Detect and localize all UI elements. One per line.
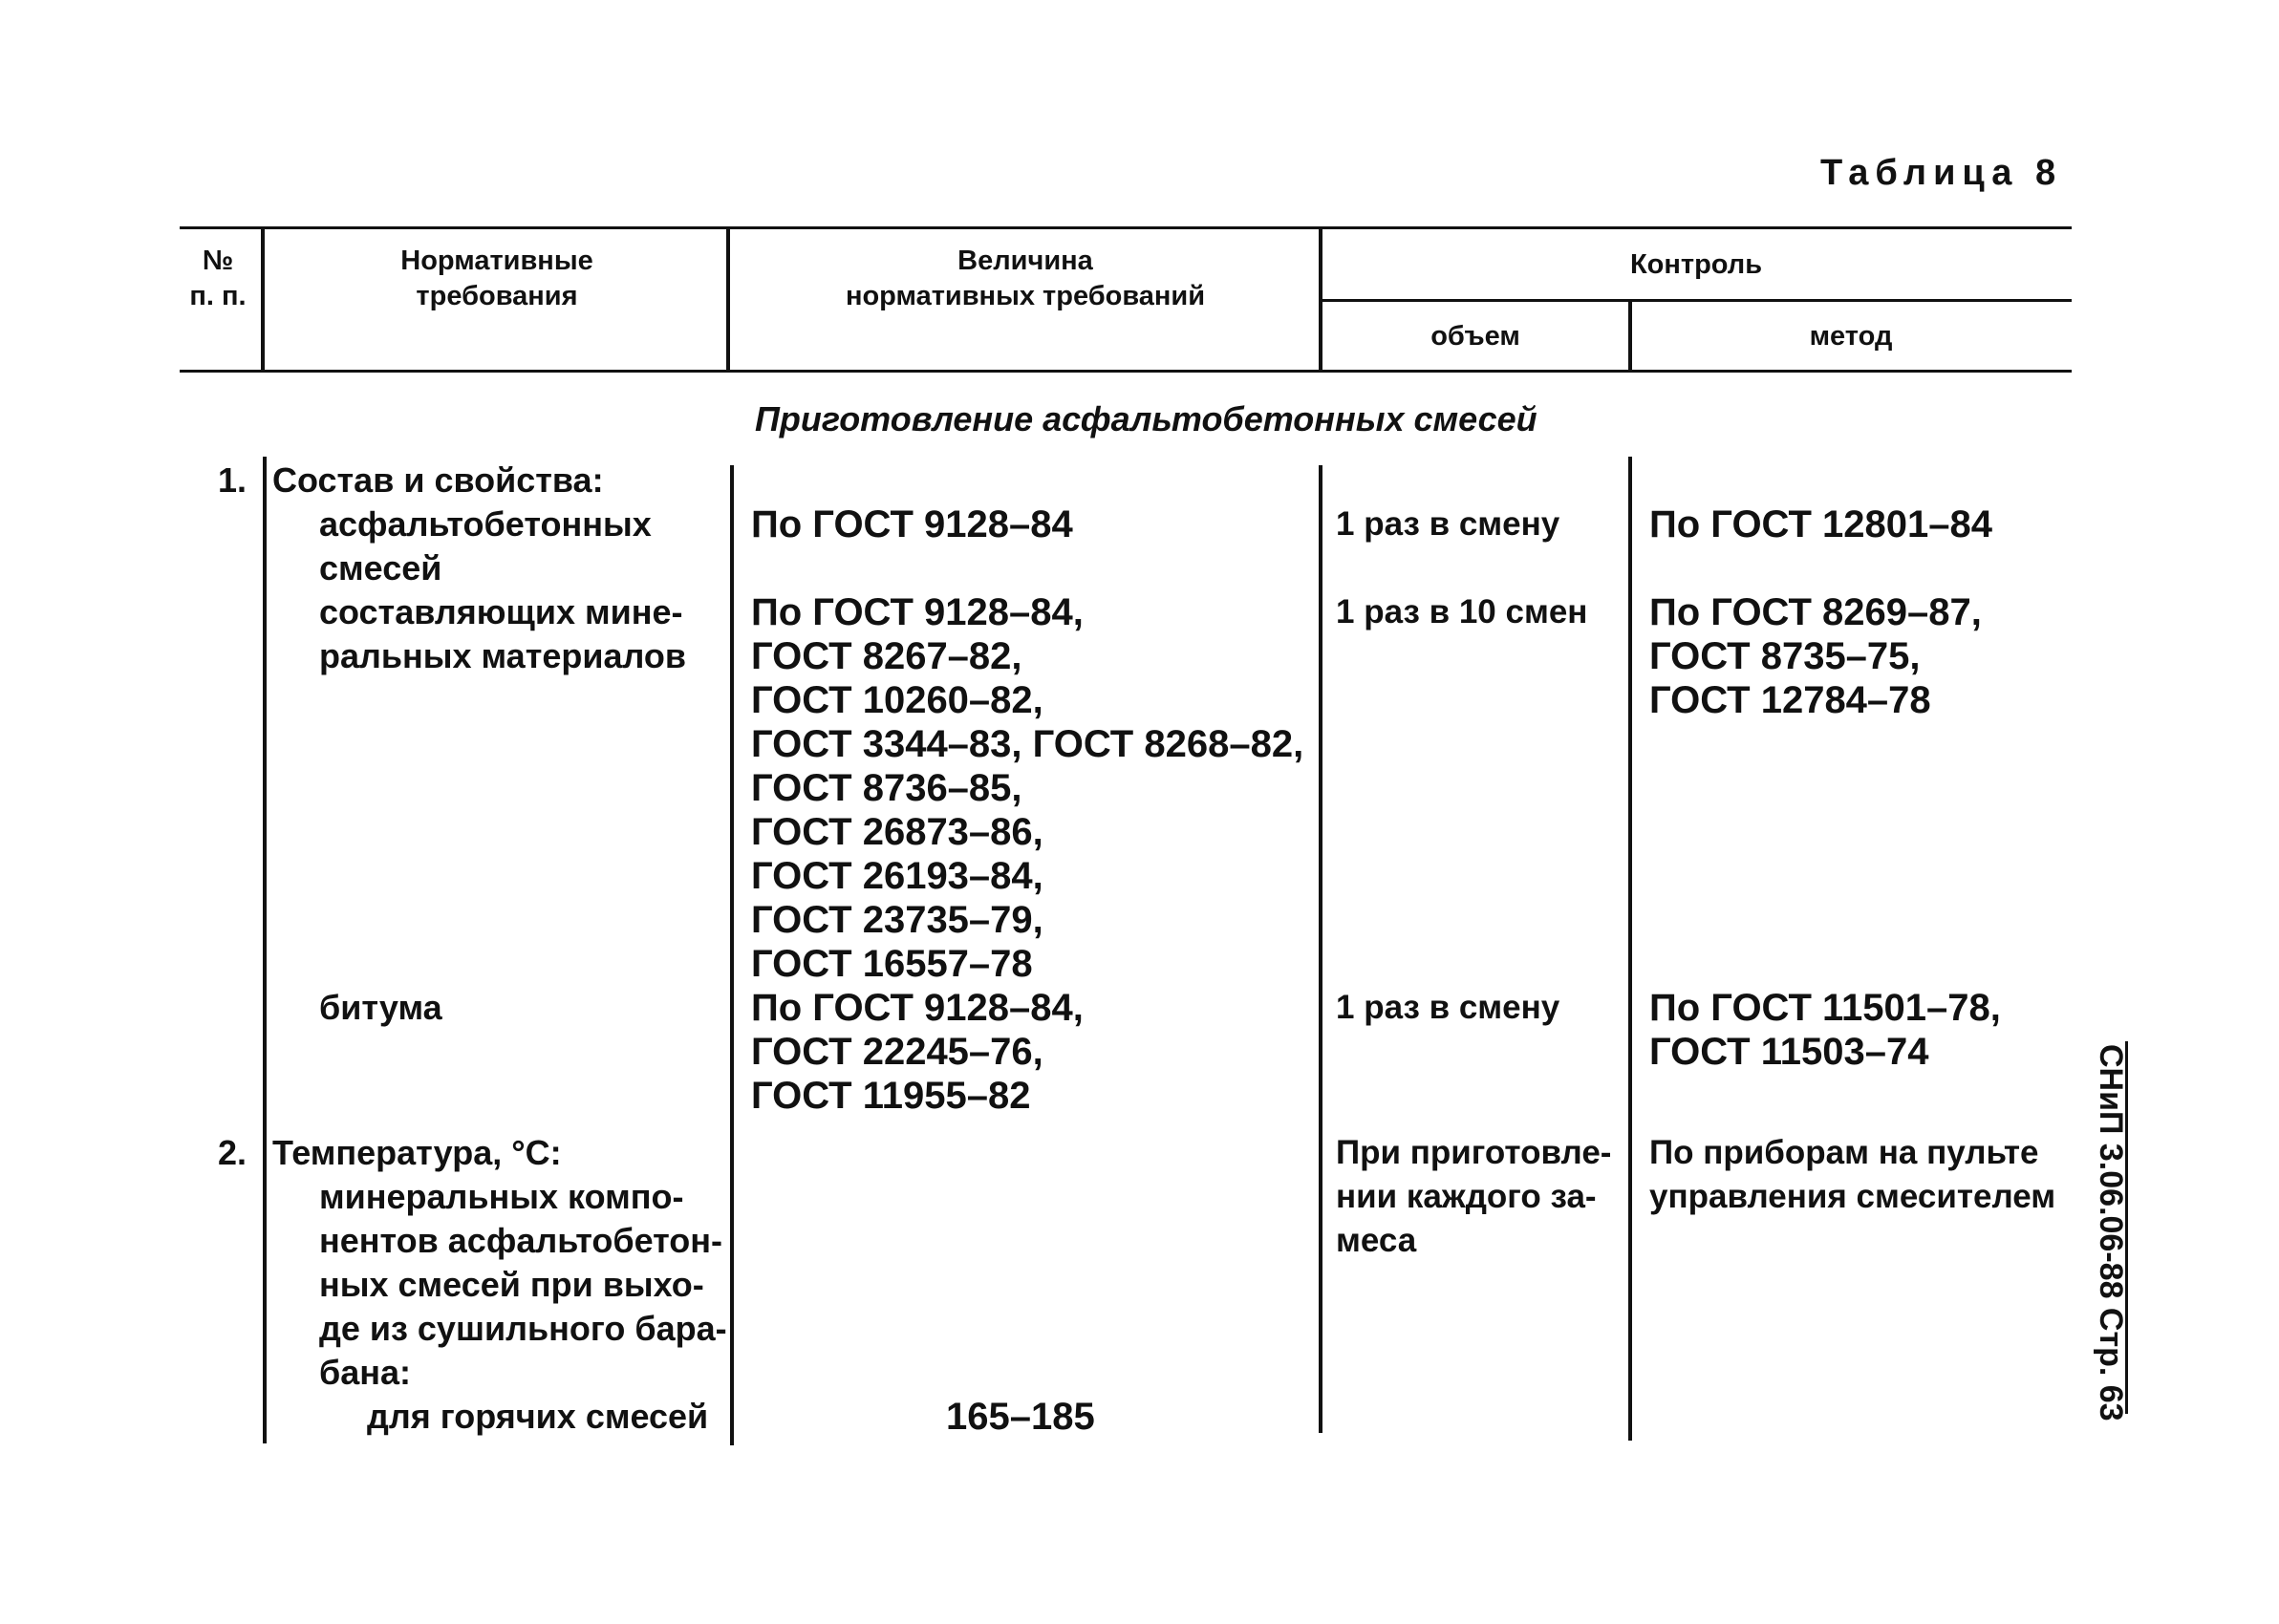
row1a-method <box>1649 502 1992 546</box>
row2-req-line: минеральных компо- <box>319 1177 684 1216</box>
side-code: СНиП 3.06.06-88 Стр. 63 <box>2093 1044 2129 1421</box>
header-num-line2: п. п. <box>189 281 247 311</box>
header-volume-cell: объем <box>1430 321 1520 352</box>
row1b-val-line: ГОСТ 10260–82, <box>751 679 1043 721</box>
row1b-volume <box>1336 590 1587 634</box>
header-val-cell <box>734 244 1317 314</box>
row2-req-line: нентов асфальтобетон- <box>319 1221 722 1260</box>
row1c-method-line: ГОСТ 11503–74 <box>1649 1031 1929 1073</box>
row1c-val-line: По ГОСТ 9128–84, <box>751 987 1084 1029</box>
row1b-val-line: ГОСТ 16557–78 <box>751 943 1033 985</box>
row1b-value <box>751 590 1303 986</box>
header-divider-1 <box>261 226 265 372</box>
row1b-req-line: ральных материалов <box>319 636 687 675</box>
row1b-val-line: ГОСТ 26873–86, <box>751 811 1043 853</box>
row1b-val-line: ГОСТ 23735–79, <box>751 899 1043 941</box>
row1b-requirement <box>319 590 686 678</box>
row1b-method-line: ГОСТ 8735–75, <box>1649 635 1921 677</box>
row1a-req-line: смесей <box>319 548 442 588</box>
row1a-vol-line: 1 раз в смену <box>1336 505 1560 543</box>
body-divider-1 <box>263 457 267 1443</box>
row1-number: 1. <box>218 460 247 500</box>
row2-title: Температура, °С: <box>272 1133 562 1172</box>
row2-method-line: По приборам на пульте <box>1649 1134 2039 1171</box>
row1a-requirement <box>319 502 652 590</box>
row2-vol-line: нии каждого за- <box>1336 1178 1597 1215</box>
header-num-line1: № <box>202 246 234 276</box>
section-title: Приготовление асфальтобетонных смесей <box>755 399 1537 438</box>
body-divider-2 <box>730 465 734 1445</box>
row2-volume <box>1336 1131 1611 1263</box>
row1c-requirement <box>319 986 442 1030</box>
row2-sub-value: 165–185 <box>946 1396 1095 1438</box>
row1b-val-line: По ГОСТ 9128–84, <box>751 591 1084 633</box>
header-val-line2: нормативных требований <box>845 281 1206 311</box>
row2-requirement <box>319 1175 727 1395</box>
row1b-method-line: ГОСТ 12784–78 <box>1649 679 1931 721</box>
row1c-value <box>751 986 1084 1118</box>
header-control-cell: Контроль <box>1629 249 1763 280</box>
row1c-method-line: По ГОСТ 11501–78, <box>1649 987 2001 1029</box>
row1a-method-line: По ГОСТ 12801–84 <box>1649 503 1992 545</box>
header-divider-3 <box>1319 226 1322 372</box>
row1-title: Состав и свойства: <box>272 460 604 500</box>
header-num-cell <box>180 244 256 314</box>
row2-req-line: ных смесей при выхо- <box>319 1265 704 1304</box>
row2-method <box>1649 1131 2055 1219</box>
row2-vol-line: При приготовле- <box>1336 1134 1612 1171</box>
row1b-method-line: По ГОСТ 8269–87, <box>1649 591 1982 633</box>
row1c-val-line: ГОСТ 11955–82 <box>751 1075 1031 1117</box>
row1c-req-line: битума <box>319 988 442 1027</box>
row2-number: 2. <box>218 1133 247 1172</box>
row1a-req-line: асфальтобетонных <box>319 504 652 544</box>
row1c-method <box>1649 986 2001 1074</box>
row2-vol-line: меса <box>1336 1222 1417 1259</box>
row1a-volume <box>1336 502 1559 546</box>
row1c-val-line: ГОСТ 22245–76, <box>751 1031 1043 1073</box>
header-req-line1: Нормативные <box>400 246 593 276</box>
body-divider-4 <box>1628 457 1632 1441</box>
row2-method-line: управления смесителем <box>1649 1178 2056 1215</box>
table-caption: Таблица 8 <box>1820 153 2063 193</box>
header-val-line1: Величина <box>957 246 1093 276</box>
row1a-value <box>751 502 1073 546</box>
row1b-val-line: ГОСТ 26193–84, <box>751 855 1043 897</box>
body-divider-3 <box>1319 465 1322 1433</box>
row2-req-line: де из сушильного бара- <box>319 1309 727 1348</box>
row1c-vol-line: 1 раз в смену <box>1336 989 1560 1026</box>
header-req-cell <box>268 244 726 314</box>
header-method-cell: метод <box>1809 321 1893 352</box>
row1b-val-line: ГОСТ 8736–85, <box>751 767 1022 809</box>
row1c-volume <box>1336 986 1559 1030</box>
row1b-vol-line: 1 раз в 10 смен <box>1336 593 1588 630</box>
row1a-val-line: По ГОСТ 9128–84 <box>751 503 1073 545</box>
header-divider-2 <box>726 226 730 372</box>
row1b-req-line: составляющих мине- <box>319 592 683 631</box>
table-top-rule <box>180 226 2072 229</box>
row1b-method <box>1649 590 1982 722</box>
row1b-val-line: ГОСТ 8267–82, <box>751 635 1022 677</box>
header-req-line2: требования <box>416 281 578 311</box>
row2-sub-requirement: для горячих смесей <box>367 1397 709 1436</box>
row2-req-line: бана: <box>319 1353 412 1392</box>
control-split-rule <box>1321 299 2072 302</box>
row1b-val-line: ГОСТ 3344–83, ГОСТ 8268–82, <box>751 723 1304 765</box>
header-bottom-rule <box>180 370 2072 373</box>
